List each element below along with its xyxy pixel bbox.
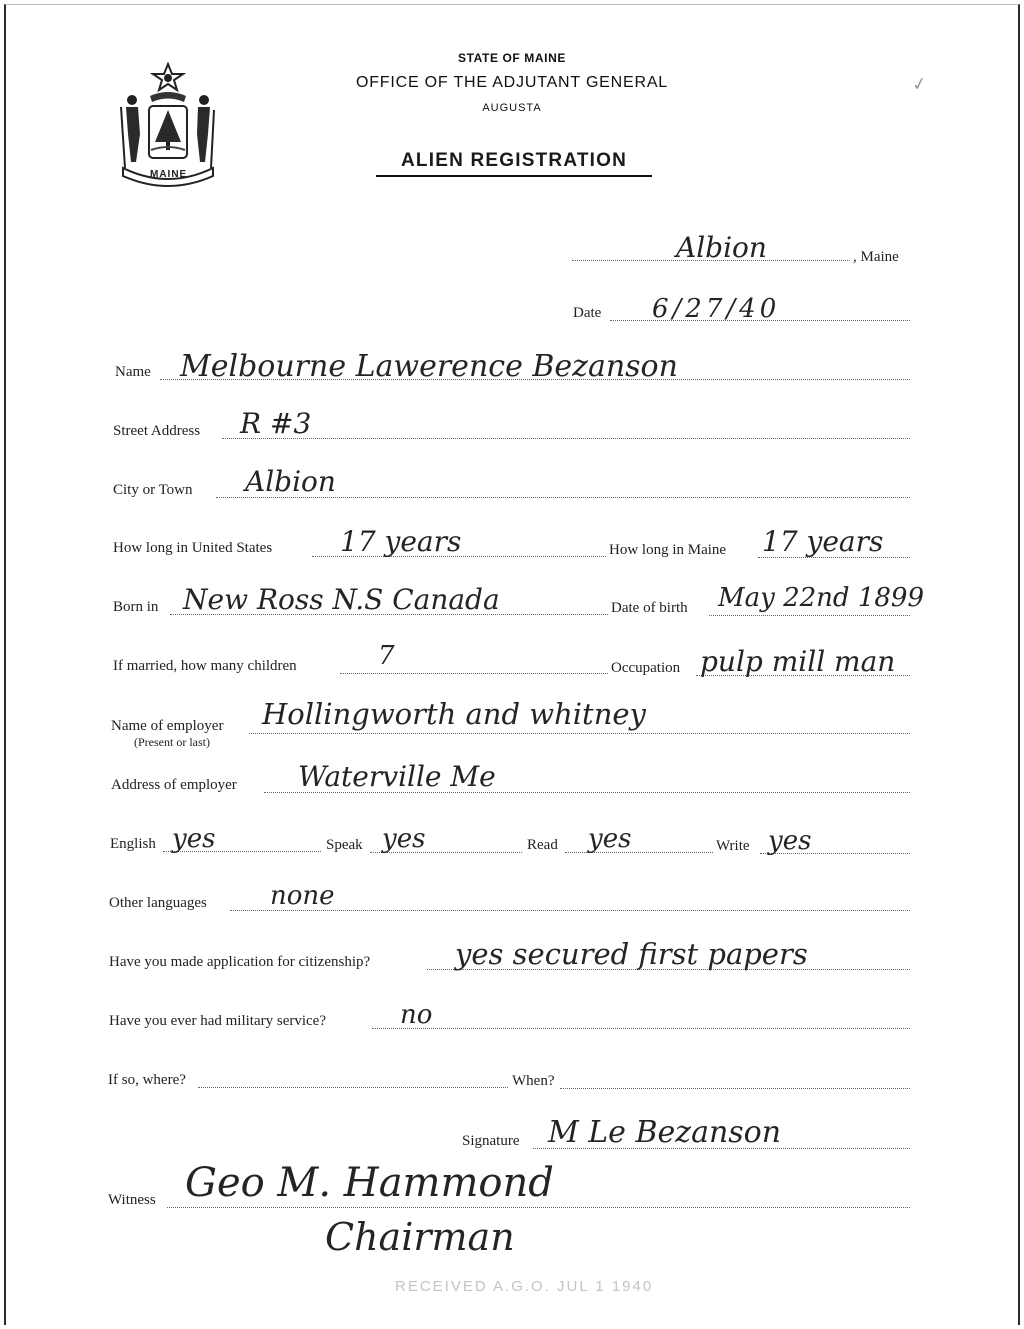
office-heading: OFFICE OF THE ADJUTANT GENERAL (355, 74, 669, 91)
occupation-value: pulp mill man (700, 645, 896, 678)
military-line (372, 1028, 910, 1029)
where-line (198, 1087, 508, 1088)
city-value: Albion (245, 465, 336, 498)
write-value: yes (768, 826, 812, 856)
street-line (222, 438, 910, 439)
name-value: Melbourne Lawerence Bezanson (180, 349, 678, 384)
dob-value: May 22nd 1899 (718, 583, 924, 613)
us-label: How long in United States (113, 540, 273, 556)
signature-value: M Le Bezanson (548, 1115, 782, 1150)
maine-value: 17 years (762, 525, 884, 558)
employer-line (249, 733, 910, 734)
when-label: When? (512, 1073, 555, 1089)
occupation-label: Occupation (611, 660, 681, 676)
street-value: R #3 (240, 407, 312, 440)
name-label: Name (115, 364, 151, 380)
children-value: 7 (378, 641, 395, 671)
date-value: 6/27/40 (652, 294, 781, 324)
other-languages-value: none (270, 881, 335, 911)
write-label: Write (716, 838, 750, 854)
maine-label: How long in Maine (609, 542, 727, 558)
dob-line (709, 615, 910, 616)
military-label: Have you ever had military service? (109, 1013, 326, 1029)
other-languages-label: Other languages (109, 895, 207, 911)
place-value: Albion (676, 231, 767, 264)
speak-label: Speak (326, 837, 363, 853)
employer-note: (Present or last) (134, 735, 210, 749)
date-label: Date (573, 305, 602, 321)
where-label: If so, where? (108, 1072, 186, 1088)
english-label: English (110, 836, 156, 852)
employer-value: Hollingworth and whitney (262, 697, 646, 731)
born-value: New Ross N.S Canada (183, 583, 500, 616)
place-suffix: , Maine (853, 249, 899, 265)
children-line (340, 673, 608, 674)
employer-label: Name of employer (111, 718, 224, 734)
read-value: yes (588, 824, 632, 854)
check-mark: ✓ (910, 72, 929, 96)
read-label: Read (527, 837, 558, 853)
speak-value: yes (382, 824, 426, 854)
received-stamp: RECEIVED A.G.O. JUL 1 1940 (395, 1278, 654, 1295)
street-label: Street Address (113, 423, 201, 439)
form-title: ALIEN REGISTRATION (376, 150, 652, 177)
state-heading: STATE OF MAINE (458, 51, 566, 65)
citizenship-label: Have you made application for citizenship? (109, 954, 371, 970)
children-label: If married, how many children (113, 658, 297, 674)
dob-label: Date of birth (611, 600, 688, 616)
city-label: City or Town (113, 482, 193, 498)
us-value: 17 years (340, 525, 462, 558)
seal-lettering: MAINE (150, 169, 188, 180)
signature-label: Signature (462, 1133, 520, 1149)
when-line (560, 1088, 910, 1089)
employer-address-value: Waterville Me (298, 760, 496, 793)
witness-line (167, 1207, 910, 1208)
english-value: yes (172, 824, 216, 854)
witness-title: Chairman (325, 1215, 515, 1259)
city-heading: AUGUSTA (482, 102, 542, 114)
military-value: no (400, 1000, 433, 1030)
citizenship-value: yes secured first papers (455, 937, 808, 971)
born-label: Born in (113, 599, 159, 615)
witness-label: Witness (108, 1192, 156, 1208)
employer-address-label: Address of employer (111, 777, 237, 793)
witness-name: Geo M. Hammond (185, 1160, 554, 1206)
